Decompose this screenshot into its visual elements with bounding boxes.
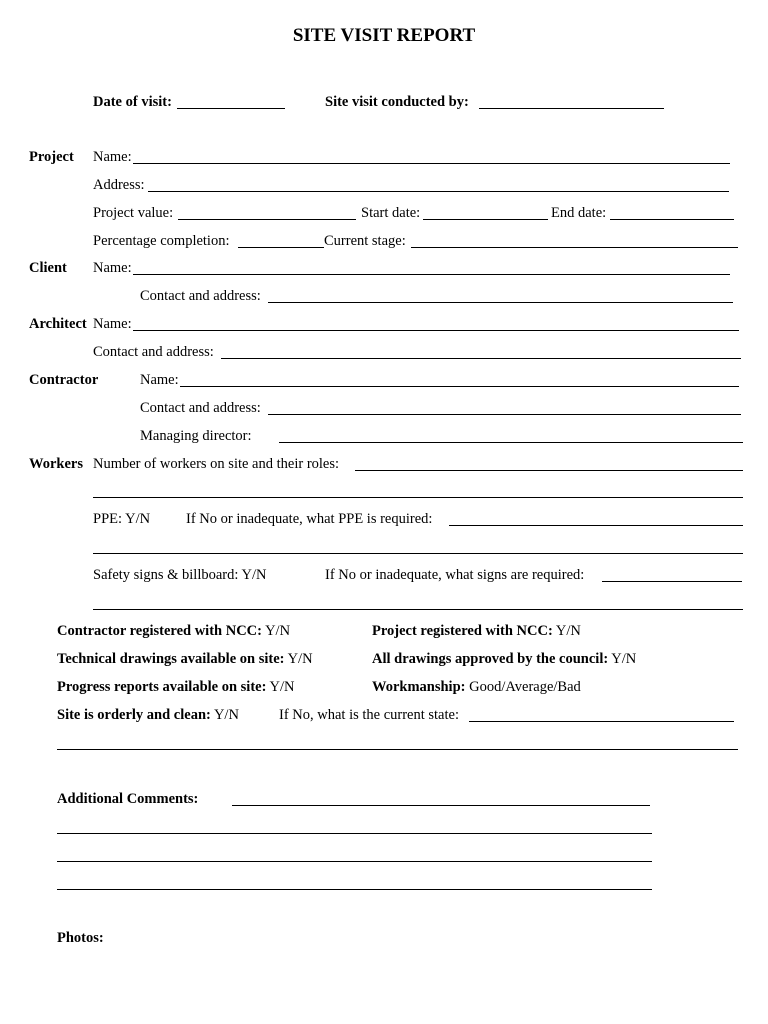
contractor-contact-field[interactable] <box>268 414 741 415</box>
safety-signs-label: Safety signs & billboard: Y/N <box>93 567 267 583</box>
drawings-approved-item <box>372 650 636 668</box>
managing-director-field[interactable] <box>279 442 743 443</box>
project-address-field[interactable] <box>148 191 729 192</box>
workers-count-label: Number of workers on site and their roles: <box>93 456 340 472</box>
contractor-ncc-item <box>57 622 290 640</box>
client-contact-label: Contact and address: <box>140 288 261 304</box>
architect-contact-label: Contact and address: <box>93 344 214 360</box>
site-orderly-label: Site is orderly and clean: <box>57 707 211 723</box>
ppe-field-2[interactable] <box>93 553 743 554</box>
contractor-ncc-label: Contractor registered with NCC: <box>57 623 262 639</box>
project-section-label: Project <box>29 149 74 165</box>
comments-field-3[interactable] <box>57 861 652 862</box>
additional-comments-label: Additional Comments: <box>57 791 199 807</box>
site-state-field-2[interactable] <box>57 749 738 750</box>
contractor-section-label: Contractor <box>29 372 99 388</box>
end-date-label: End date: <box>551 205 607 221</box>
ppe-question-label: If No or inadequate, what PPE is required: <box>186 511 433 527</box>
project-ncc-value[interactable]: Y/N <box>555 623 581 639</box>
technical-drawings-label: Technical drawings available on site: <box>57 651 285 667</box>
contractor-ncc-value[interactable]: Y/N <box>265 623 291 639</box>
project-address-label: Address: <box>93 177 145 193</box>
completion-label: Percentage completion: <box>93 233 230 249</box>
workers-section-label: Workers <box>29 456 83 472</box>
architect-section-label: Architect <box>29 316 87 332</box>
signs-field[interactable] <box>602 581 742 582</box>
signs-question-label: If No or inadequate, what signs are required: <box>325 567 585 583</box>
ppe-field[interactable] <box>449 525 743 526</box>
technical-drawings-value[interactable]: Y/N <box>287 651 313 667</box>
drawings-approved-label: All drawings approved by the council: <box>372 651 609 667</box>
current-stage-field[interactable] <box>411 247 738 248</box>
start-date-label: Start date: <box>361 205 421 221</box>
page-title: SITE VISIT REPORT <box>292 25 476 46</box>
technical-drawings-item <box>57 650 313 668</box>
conducted-by-label: Site visit conducted by: <box>325 94 469 110</box>
site-state-question-label: If No, what is the current state: <box>279 707 459 723</box>
architect-contact-field[interactable] <box>221 358 741 359</box>
project-name-field[interactable] <box>133 163 730 164</box>
date-label: Date of visit: <box>93 94 172 110</box>
workers-count-field[interactable] <box>355 470 743 471</box>
project-name-label: Name: <box>93 149 132 165</box>
end-date-field[interactable] <box>610 219 734 220</box>
workmanship-item <box>372 678 581 696</box>
client-name-label: Name: <box>93 260 132 276</box>
progress-reports-value[interactable]: Y/N <box>269 679 295 695</box>
project-value-label: Project value: <box>93 205 174 221</box>
client-name-field[interactable] <box>133 274 730 275</box>
project-ncc-label: Project registered with NCC: <box>372 623 553 639</box>
comments-field-4[interactable] <box>57 889 652 890</box>
site-orderly-item <box>57 706 239 724</box>
conducted-by-field[interactable] <box>479 108 664 109</box>
date-field[interactable] <box>177 108 285 109</box>
project-ncc-item <box>372 622 581 640</box>
managing-director-label: Managing director: <box>140 428 252 444</box>
contractor-contact-label: Contact and address: <box>140 400 261 416</box>
architect-name-label: Name: <box>93 316 132 332</box>
architect-name-field[interactable] <box>133 330 739 331</box>
client-section-label: Client <box>29 260 67 276</box>
comments-field-1[interactable] <box>232 805 650 806</box>
workers-count-field-2[interactable] <box>93 497 743 498</box>
client-contact-field[interactable] <box>268 302 733 303</box>
photos-label: Photos: <box>57 930 104 946</box>
contractor-name-label: Name: <box>140 372 179 388</box>
comments-field-2[interactable] <box>57 833 652 834</box>
site-orderly-value[interactable]: Y/N <box>213 707 239 723</box>
signs-field-2[interactable] <box>93 609 743 610</box>
drawings-approved-value[interactable]: Y/N <box>611 651 637 667</box>
progress-reports-label: Progress reports available on site: <box>57 679 267 695</box>
progress-reports-item <box>57 678 295 696</box>
project-value-field[interactable] <box>178 219 356 220</box>
workmanship-label: Workmanship: <box>372 679 466 695</box>
ppe-label: PPE: Y/N <box>93 511 151 527</box>
current-stage-label: Current stage: <box>324 233 406 249</box>
site-state-field[interactable] <box>469 721 734 722</box>
contractor-name-field[interactable] <box>180 386 739 387</box>
workmanship-value[interactable]: Good/Average/Bad <box>469 679 581 695</box>
completion-field[interactable] <box>238 247 324 248</box>
start-date-field[interactable] <box>423 219 548 220</box>
